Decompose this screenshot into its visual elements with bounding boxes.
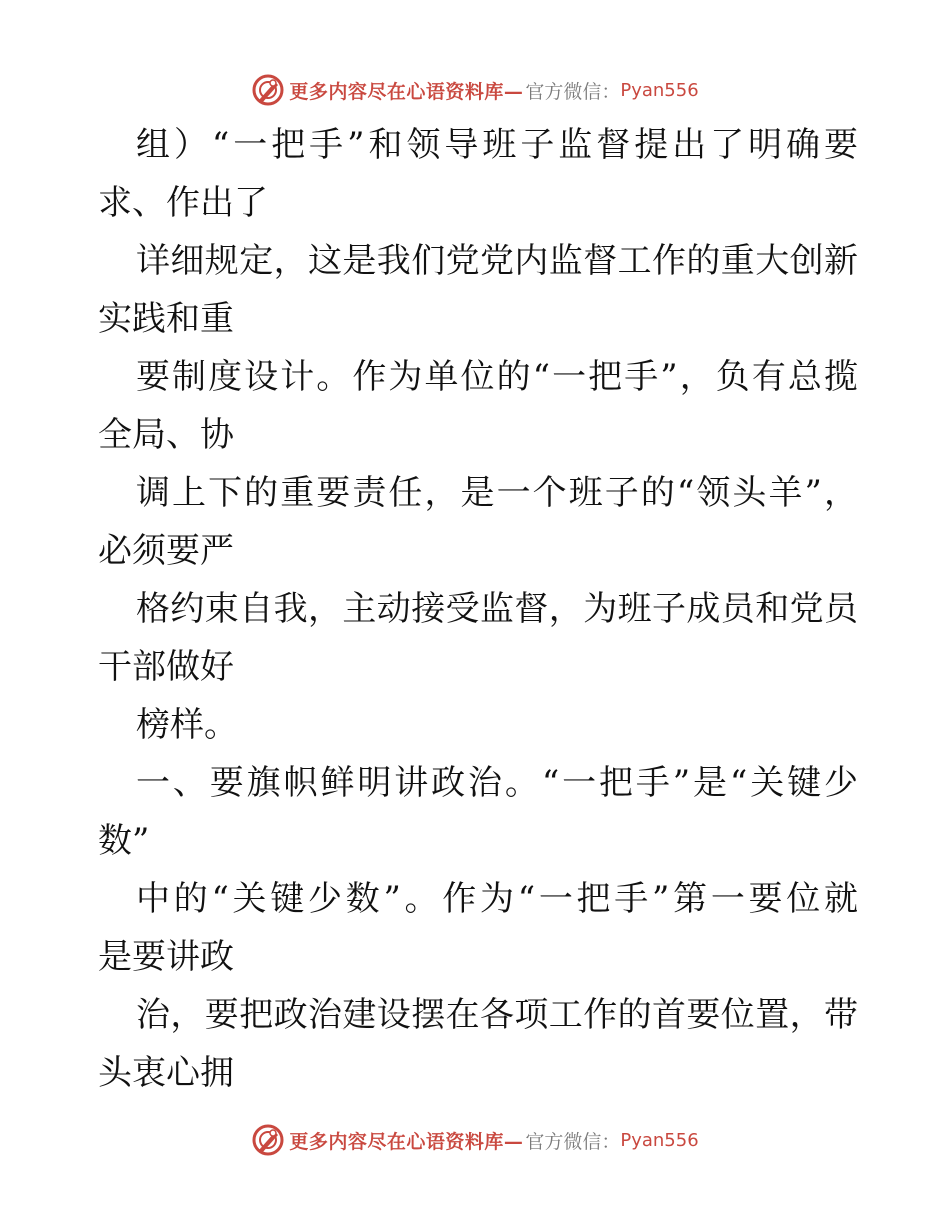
text-line: 治，要把政治建设摆在各项工作的首要位置，带 [136,995,858,1035]
header-banner [0,70,950,110]
text-line: 干部做好 [98,647,234,687]
text-line: 榜样。 [136,705,238,745]
banner-wechat-id: Pyan556 [620,1129,699,1151]
banner-wechat-label: 官方微信： [525,1130,621,1153]
text-line: 全局、协 [98,415,234,455]
text-line: 数” [98,821,150,861]
document-body [98,116,858,1102]
banner-text: 更多内容尽在心语资料库— [289,1130,524,1153]
text-line: 必须要严 [98,531,234,571]
text-line: 组）“一把手”和领导班子监督提出了明确要 [136,125,858,165]
text-line: 中的“关键少数”。作为“一把手”第一要位就 [136,879,858,919]
text-line: 头衷心拥 [98,1053,234,1093]
banner-wechat-id: Pyan556 [620,79,699,101]
pen-logo-icon [251,73,285,107]
text-line: 格约束自我，主动接受监督，为班子成员和党员 [136,589,858,629]
text-line: 详细规定，这是我们党党内监督工作的重大创新 [136,241,858,281]
banner-text: 更多内容尽在心语资料库— [289,80,524,103]
text-line: 求、作出了 [98,183,268,223]
pen-logo-icon [251,1123,285,1157]
text-line: 一、要旗帜鲜明讲政治。“一把手”是“关键少 [136,763,858,803]
text-line: 调上下的重要责任，是一个班子的“领头羊”， [136,473,858,513]
text-line: 要制度设计。作为单位的“一把手”，负有总揽 [136,357,858,397]
text-line: 是要讲政 [98,937,234,977]
footer-banner [0,1120,950,1160]
banner-wechat-label: 官方微信： [525,80,621,103]
text-line: 实践和重 [98,299,234,339]
